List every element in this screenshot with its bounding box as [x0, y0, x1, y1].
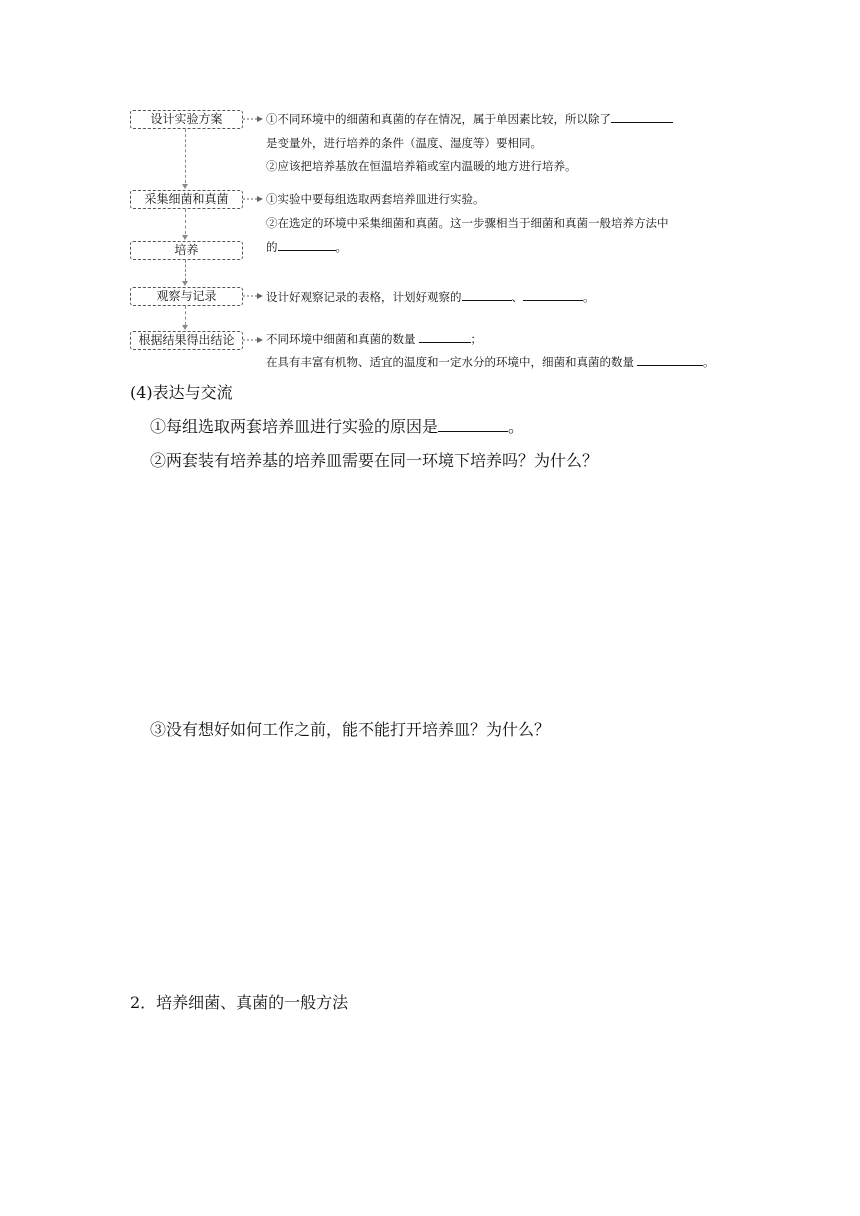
flow-connector: [185, 209, 186, 234]
question-3: ③没有想好如何工作之前，能不能打开培养皿？为什么？: [150, 720, 551, 739]
section-4-heading: (4)表达与交流: [130, 383, 233, 402]
right-arrow-icon: [243, 335, 263, 345]
design-note-text: ①不同环境中的细菌和真菌的存在情况，属于单因素比较，所以除了: [266, 112, 611, 126]
question-2: ②两套装有培养基的培养皿需要在同一环境下培养吗？为什么？: [150, 451, 599, 470]
down-arrow-icon: [182, 235, 188, 240]
down-arrow-icon: [182, 281, 188, 286]
flow-step-observe: 观察与记录: [130, 287, 243, 306]
section-2-heading: 2．培养细菌、真菌的一般方法: [130, 993, 349, 1012]
flow-step-culture: 培养: [130, 241, 243, 260]
collect-note-line-2: ②在选定的环境中采集细菌和真菌。这一步骤相当于细菌和真菌一般培养方法中: [266, 216, 669, 230]
down-arrow-icon: [182, 325, 188, 330]
flow-step-conclude: 根据结果得出结论: [130, 331, 243, 350]
flow-connector: [185, 260, 186, 281]
observe-note: [266, 287, 595, 307]
conclusion-note-line-2: [266, 352, 715, 372]
observe-note-prefix: 设计好观察记录的表格，计划好观察的: [266, 290, 462, 304]
flow-step-design: 设计实验方案: [130, 110, 243, 129]
conclusion-note-prefix: 在具有丰富有机物、适宜的温度和一定水分的环境中，细菌和真菌的数量: [266, 355, 634, 369]
design-note-line-3: ②应该把培养基放在恒温培养箱或室内温暖的地方进行培养。: [266, 159, 577, 173]
question-1-text: ①每组选取两套培养皿进行实验的原因是: [150, 417, 439, 436]
conclusion-note-suffix: ；: [470, 332, 482, 346]
down-arrow-icon: [182, 184, 188, 189]
answer-blank[interactable]: [523, 287, 583, 301]
question-1: [150, 415, 524, 438]
observe-note-suffix: 。: [583, 290, 595, 304]
flow-step-collect: 采集细菌和真菌: [130, 190, 243, 209]
right-arrow-icon: [243, 291, 263, 301]
answer-blank[interactable]: [637, 352, 703, 366]
right-arrow-icon: [243, 114, 263, 124]
design-note-line-1: [266, 109, 673, 129]
answer-blank[interactable]: [462, 287, 512, 301]
answer-blank[interactable]: [278, 237, 336, 251]
answer-blank[interactable]: [438, 415, 508, 432]
conclusion-note-suffix: 。: [703, 355, 715, 369]
flow-connector: [185, 129, 186, 183]
collect-note-line-3: [266, 237, 347, 257]
flow-connector: [185, 306, 186, 325]
conclusion-note-line-1: [266, 329, 482, 349]
answer-blank[interactable]: [419, 329, 471, 343]
question-1-suffix: 。: [508, 417, 525, 436]
collect-note-line-1: ①实验中要每组选取两套培养皿进行实验。: [266, 192, 485, 206]
collect-note-suffix: 。: [335, 240, 347, 254]
collect-note-prefix: 的: [266, 240, 278, 254]
observe-note-sep: 、: [511, 290, 523, 304]
design-note-line-2: 是变量外，进行培养的条件（温度、湿度等）要相同。: [266, 136, 542, 150]
conclusion-note-prefix: 不同环境中细菌和真菌的数量: [266, 332, 416, 346]
right-arrow-icon: [243, 194, 263, 204]
answer-blank[interactable]: [611, 109, 673, 123]
